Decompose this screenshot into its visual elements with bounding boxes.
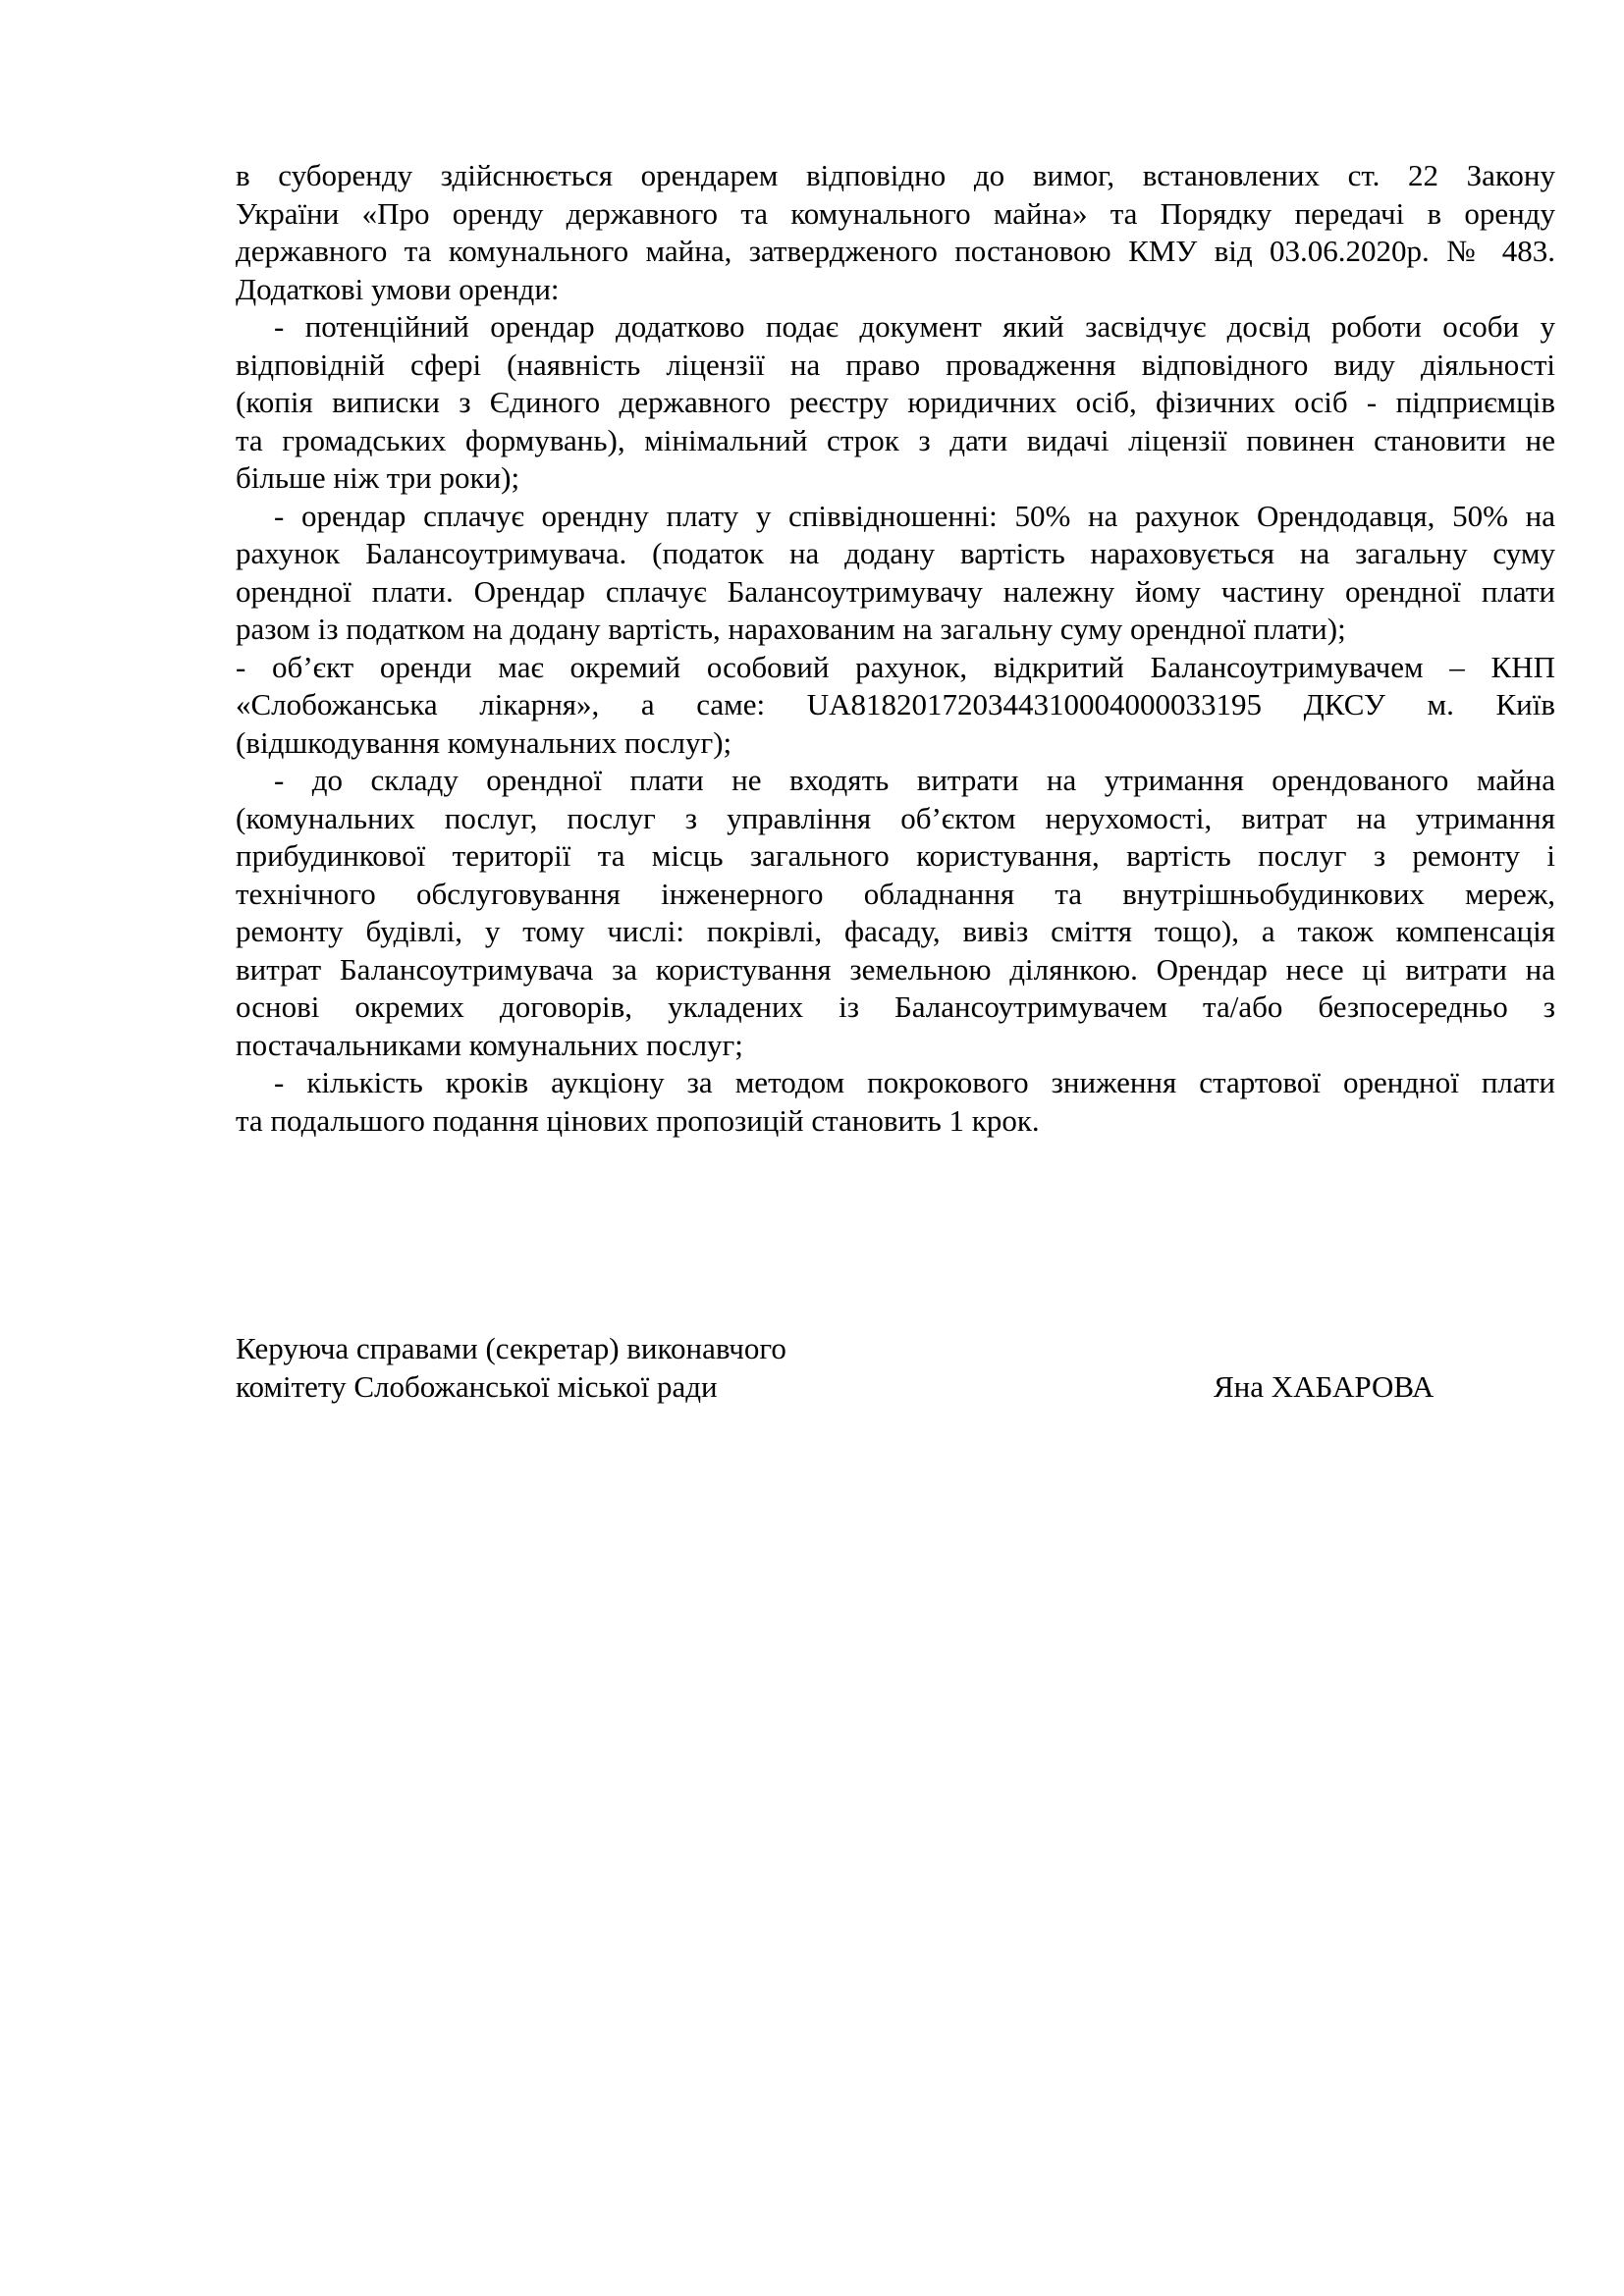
paragraph <box>236 308 1555 498</box>
paragraph <box>236 1064 1555 1140</box>
text-line: та громадських формувань), мінімальний строк з дати видачі ліцензії повинен становити не <box>236 422 1555 457</box>
text-line: орендної плати. Орендар сплачує Балансоутримувачу належну йому частину орендної плати <box>236 573 1555 609</box>
text-line: прибудинкової території та місць загального користування, вартість послуг з ремонту і <box>236 838 1555 873</box>
signatory-position-line2: комітету Слобожанської міської ради <box>236 1369 718 1404</box>
text-line: основі окремих договорів, укладених із Балансоутримувачем та/або безпосередньо з <box>236 989 1555 1024</box>
text-line: (комунальних послуг, послуг з управління об’єктом нерухомості, витрат на утримання <box>236 800 1555 835</box>
paragraph <box>236 157 1555 308</box>
text-line: державного та комунального майна, затвердженого постановою КМУ від 03.06.2020р. № 483. <box>236 234 1555 268</box>
text-line: - кількість кроків аукціону за методом покрокового зниження стартової орендної плати <box>274 1065 1555 1099</box>
text-line: постачальниками комунальних послуг; <box>236 1027 743 1062</box>
signatory-name: Яна ХАБАРОВА <box>1214 1369 1435 1404</box>
text-line: (копія виписки з Єдиного державного реєстру юридичних осіб, фізичних осіб - підприємців <box>236 385 1555 419</box>
text-line: технічного обслуговування інженерного обладнання та внутрішньобудинкових мереж, <box>236 876 1555 911</box>
text-line: відповідній сфері (наявність ліцензії на право провадження відповідного виду діяльності <box>236 347 1555 382</box>
text-line: України «Про оренду державного та комунального майна» та Порядку передачі в оренду <box>236 195 1555 231</box>
text-line: ремонту будівлі, у тому числі: покрівлі, фасаду, вивіз сміття тощо), а також компенсація <box>236 914 1555 948</box>
text-line: «Слобожанська лікарня», а саме: UA818201720344310004000033195 ДКСУ м. Київ <box>236 687 1555 721</box>
paragraph <box>236 649 1555 763</box>
signature-block <box>236 1329 1555 1406</box>
signatory-position-line1: Керуюча справами (секретар) виконавчого <box>236 1331 786 1365</box>
text-line: - до складу орендної плати не входять витрати на утримання орендованого майна <box>274 763 1555 797</box>
document-body <box>236 157 1555 1140</box>
paragraph <box>236 498 1555 649</box>
paragraph <box>236 762 1555 1064</box>
text-line: витрат Балансоутримувача за користування земельною ділянкою. Орендар несе ці витрати на <box>236 951 1555 987</box>
text-line: - об’єкт оренди має окремий особовий рахунок, відкритий Балансоутримувачем – КНП <box>236 649 1555 684</box>
text-line: та подальшого подання цінових пропозицій становить 1 крок. <box>236 1102 1040 1138</box>
text-line: рахунок Балансоутримувача. (податок на додану вартість нараховується на загальну суму <box>236 536 1555 570</box>
text-line: в суборенду здійснюється орендарем відповідно до вимог, встановлених ст. 22 Закону <box>236 158 1555 192</box>
text-line: (відшкодування комунальних послуг); <box>236 724 732 760</box>
text-line: - орендар сплачує орендну плату у співвідношенні: 50% на рахунок Орендодавця, 50% на <box>274 498 1555 533</box>
text-line: - потенційний орендар додатково подає документ який засвідчує досвід роботи особи у <box>274 309 1555 344</box>
text-line: разом із податком на додану вартість, нарахованим на загальну суму орендної плати); <box>236 612 1346 646</box>
text-line: більше ніж три роки); <box>236 460 520 495</box>
text-line: Додаткові умови оренди: <box>236 271 560 306</box>
